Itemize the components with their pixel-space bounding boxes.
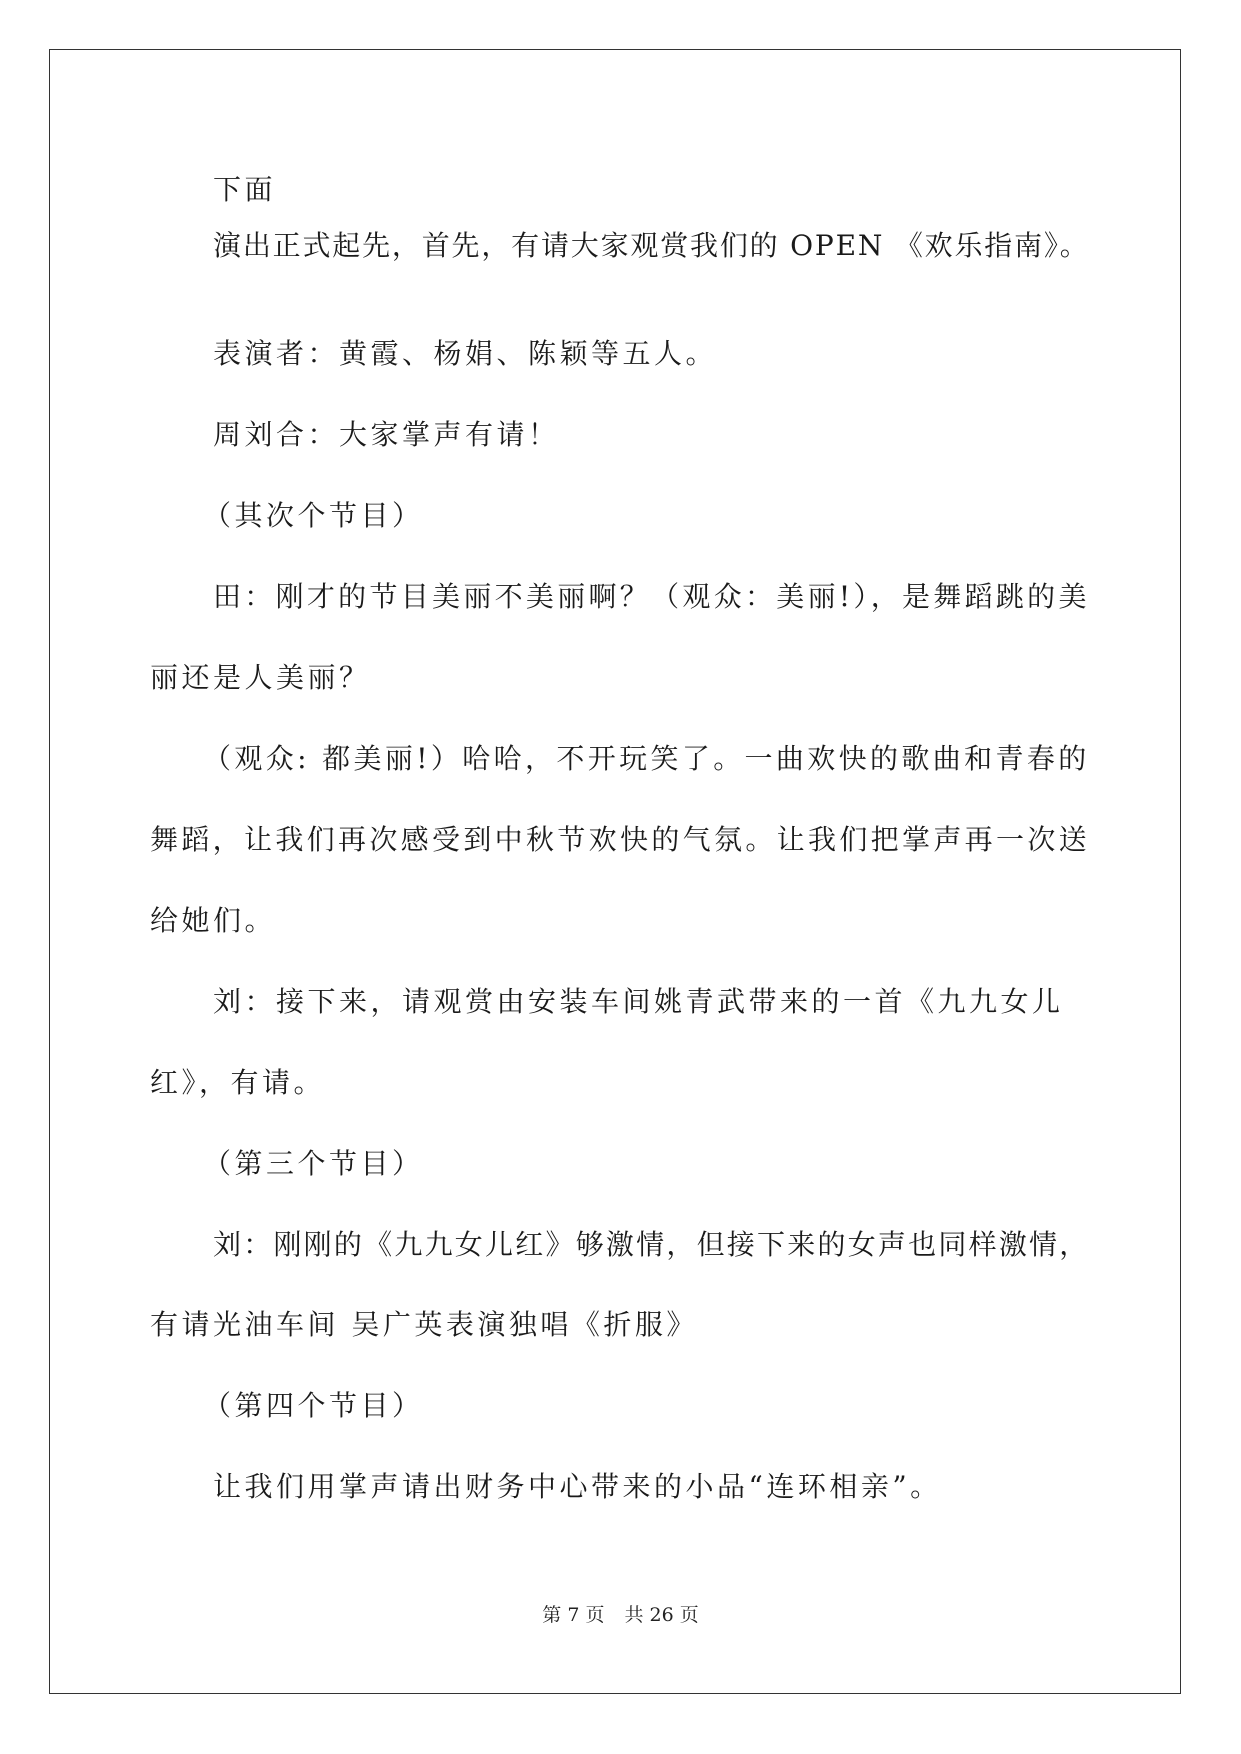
text-line: 演出正式起先，首先，有请大家观赏我们的 OPEN 《欢乐指南》。	[213, 229, 1090, 262]
text-line: （第三个节目）	[203, 1147, 424, 1180]
text-line: 表演者：黄霞、杨娟、陈颖等五人。	[213, 337, 718, 370]
text-line: 周刘合：大家掌声有请！	[213, 418, 560, 451]
text-line: 刘：刚刚的《九九女儿红》够激情，但接下来的女声也同样激情，	[213, 1228, 1090, 1261]
text-line: 田：刚才的节目美丽不美丽啊？（观众：美丽!），是舞蹈跳的美	[213, 580, 1090, 613]
text-line: 下面	[213, 173, 277, 206]
page-total: 共 26 页	[624, 1604, 699, 1626]
text-line: 有请光油车间 吴广英表演独唱《折服》	[150, 1308, 698, 1341]
text-line: 红》，有请。	[150, 1066, 326, 1099]
page-border	[49, 49, 1181, 1694]
page-footer	[0, 1603, 1241, 1627]
text-line: 给她们。	[150, 904, 277, 937]
text-line: 刘：接下来，请观赏由安装车间姚青武带来的一首《九九女儿	[213, 985, 1064, 1018]
text-line: 丽还是人美丽？	[150, 661, 371, 694]
text-line: 让我们用掌声请出财务中心带来的小品“连环相亲”。	[213, 1470, 942, 1503]
page-number: 第 7 页	[542, 1604, 605, 1626]
text-line: （其次个节目）	[203, 499, 424, 532]
text-line: （观众: 都美丽!）哈哈，不开玩笑了。一曲欢快的歌曲和青春的	[203, 742, 1090, 775]
text-line: （第四个节目）	[203, 1389, 424, 1422]
text-line: 舞蹈，让我们再次感受到中秋节欢快的气氛。让我们把掌声再一次送	[150, 823, 1091, 856]
